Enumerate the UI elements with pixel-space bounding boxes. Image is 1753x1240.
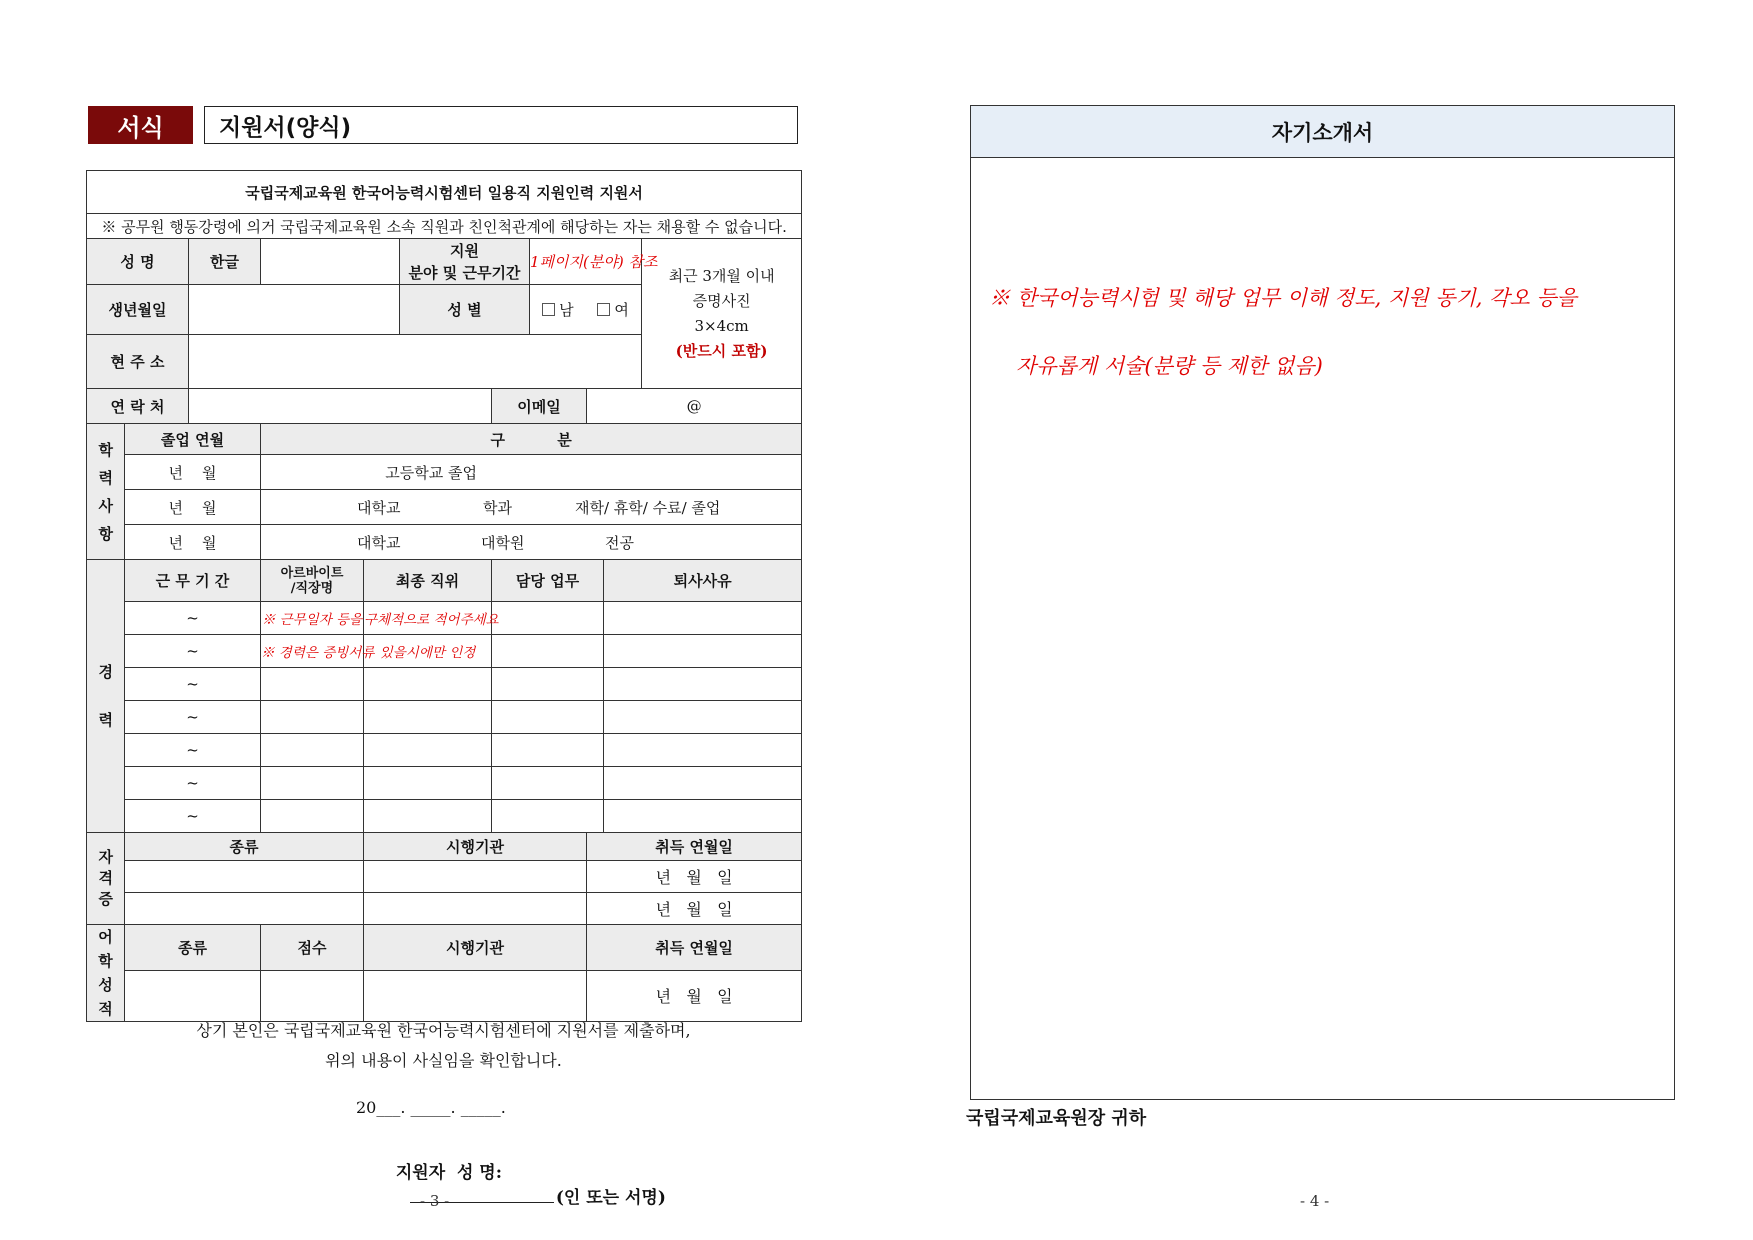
edu-date-cell[interactable]: 년 월 [125, 455, 261, 490]
table-row [87, 525, 802, 560]
form-tag: 서식 [88, 106, 193, 144]
contact-input[interactable] [189, 389, 492, 424]
career-duty-cell[interactable] [492, 668, 604, 701]
lang-date-cell[interactable]: 년 월 일 [587, 970, 802, 1021]
career-duty-cell[interactable] [492, 602, 604, 635]
career-position-cell[interactable] [364, 767, 492, 800]
date-line[interactable]: 20___. _____. _____. [356, 1098, 506, 1117]
addressee: 국립국제교육원장 귀하 [966, 1108, 1147, 1129]
career-company-cell[interactable] [261, 668, 364, 701]
form-tag-title: 지원서(양식) [204, 106, 798, 144]
table-row [87, 490, 802, 525]
gender-female-checkbox[interactable]: 여 [597, 301, 629, 319]
cert-date-cell[interactable]: 년 월 일 [587, 861, 802, 893]
address-input[interactable] [189, 335, 642, 389]
apply-field-value: 1페이지(분야) 참조 [530, 239, 642, 285]
lang-type-header: 종류 [125, 925, 261, 971]
career-reason-cell[interactable] [604, 800, 802, 833]
career-period-header: 근 무 기 간 [125, 560, 261, 602]
cert-type-cell[interactable] [125, 861, 364, 893]
career-section-label: 경 력 [87, 560, 125, 833]
table-row [87, 635, 802, 668]
career-note-cell: ※ 근무일자 등을 [261, 602, 364, 635]
signature-label: 지원자 성 명: [395, 1163, 502, 1183]
table-row [87, 455, 802, 490]
career-position-header: 최종 직위 [364, 560, 492, 602]
gender-male-checkbox[interactable]: 남 [542, 301, 574, 319]
table-row [87, 861, 802, 893]
self-introduction-box [970, 105, 1675, 1100]
hangul-label: 한글 [189, 239, 261, 285]
table-row [87, 970, 802, 1021]
career-period-cell[interactable]: ~ [125, 767, 261, 800]
address-label: 현 주 소 [87, 335, 189, 389]
cert-org-cell[interactable] [364, 893, 587, 925]
page-number-right: - 4 - [1300, 1192, 1330, 1210]
career-period-cell[interactable]: ~ [125, 602, 261, 635]
career-period-cell[interactable]: ~ [125, 734, 261, 767]
cert-section-label: 자 격 증 [87, 833, 125, 925]
career-note-cell: 구체적으로 적어주세요 [364, 602, 492, 635]
career-company-header: 아르바이트 /직장명 [261, 560, 364, 602]
self-introduction-title: 자기소개서 [971, 106, 1674, 158]
career-position-cell[interactable] [364, 668, 492, 701]
career-reason-cell[interactable] [604, 668, 802, 701]
name-label: 성 명 [87, 239, 189, 285]
table-row [87, 893, 802, 925]
table-row [87, 701, 802, 734]
career-reason-cell[interactable] [604, 602, 802, 635]
table-row [87, 668, 802, 701]
table-row [87, 734, 802, 767]
apply-field-label: 지원 분야 및 근무기간 [400, 239, 530, 285]
career-note-cell: ※ 경력은 증빙서류 [261, 635, 364, 668]
cert-date-header: 취득 연월일 [587, 833, 802, 861]
lang-score-cell[interactable] [261, 970, 364, 1021]
email-label: 이메일 [492, 389, 587, 424]
career-company-cell[interactable] [261, 701, 364, 734]
career-position-cell[interactable] [364, 800, 492, 833]
page-number-left: - 3 - [420, 1192, 450, 1210]
edu-gradschool-cell[interactable]: 대학교 대학원 전공 [261, 525, 802, 560]
cert-type-header: 종류 [125, 833, 364, 861]
career-reason-cell[interactable] [604, 767, 802, 800]
gender-label: 성 별 [400, 285, 530, 335]
table-row [87, 602, 802, 635]
edu-highschool-cell[interactable]: 고등학교 졸업 [261, 455, 802, 490]
edu-type-header: 구 분 [261, 424, 802, 455]
table-row [87, 767, 802, 800]
career-reason-cell[interactable] [604, 635, 802, 668]
application-form-table [86, 170, 802, 1022]
contact-label: 연 락 처 [87, 389, 189, 424]
career-duty-cell[interactable] [492, 701, 604, 734]
education-section-label: 학 력 사 항 [87, 424, 125, 560]
career-company-cell[interactable] [261, 734, 364, 767]
lang-type-cell[interactable] [125, 970, 261, 1021]
career-duty-header: 담당 업무 [492, 560, 604, 602]
career-reason-cell[interactable] [604, 734, 802, 767]
gender-options [530, 285, 642, 335]
lang-score-header: 점수 [261, 925, 364, 971]
cert-org-header: 시행기관 [364, 833, 587, 861]
cert-type-cell[interactable] [125, 893, 364, 925]
self-introduction-writing-area[interactable] [971, 158, 1674, 1099]
signature-suffix: (인 또는 서명) [555, 1188, 666, 1208]
career-reason-header: 퇴사사유 [604, 560, 802, 602]
edu-university-cell[interactable]: 대학교 학과 재학/ 휴학/ 수료/ 졸업 [261, 490, 802, 525]
career-duty-cell[interactable] [492, 734, 604, 767]
form-notice: ※ 공무원 행동강령에 의거 국립국제교육원 소속 직원과 친인척관계에 해당하는 자는 채용할 수 없습니다. [87, 214, 802, 239]
career-period-cell[interactable]: ~ [125, 800, 261, 833]
career-duty-cell[interactable] [492, 767, 604, 800]
cert-date-cell[interactable]: 년 월 일 [587, 893, 802, 925]
career-company-cell[interactable] [261, 767, 364, 800]
self-introduction-note-2: 자유롭게 서술(분량 등 제한 없음) [1016, 354, 1323, 378]
career-reason-cell[interactable] [604, 701, 802, 734]
name-input[interactable] [261, 239, 400, 285]
table-row [87, 800, 802, 833]
edu-date-cell[interactable]: 년 월 [125, 490, 261, 525]
lang-org-header: 시행기관 [364, 925, 587, 971]
edu-date-header: 졸업 연월 [125, 424, 261, 455]
photo-box: 최근 3개월 이내 증명사진 3×4cm (반드시 포함) [642, 239, 802, 389]
declaration-line-2: 위의 내용이 사실임을 확인합니다. [325, 1051, 562, 1070]
self-introduction-note-1: ※ 한국어능력시험 및 해당 업무 이해 정도, 지원 동기, 각오 등을 [989, 286, 1577, 310]
career-period-cell[interactable]: ~ [125, 635, 261, 668]
career-company-cell[interactable] [261, 800, 364, 833]
career-period-cell[interactable]: ~ [125, 668, 261, 701]
edu-date-cell[interactable]: 년 월 [125, 525, 261, 560]
career-position-cell[interactable] [364, 701, 492, 734]
form-title: 국립국제교육원 한국어능력시험센터 일용직 지원인력 지원서 [87, 171, 802, 214]
cert-org-cell[interactable] [364, 861, 587, 893]
career-period-cell[interactable]: ~ [125, 701, 261, 734]
birth-input[interactable] [189, 285, 400, 335]
lang-org-cell[interactable] [364, 970, 587, 1021]
career-position-cell[interactable] [364, 734, 492, 767]
lang-section-label: 어학 성적 [87, 925, 125, 1022]
career-note-cell: 있을시에만 인정 [364, 635, 492, 668]
email-input[interactable]: @ [587, 389, 802, 424]
birth-label: 생년월일 [87, 285, 189, 335]
declaration-line-1: 상기 본인은 국립국제교육원 한국어능력시험센터에 지원서를 제출하며, [196, 1021, 691, 1040]
lang-date-header: 취득 연월일 [587, 925, 802, 971]
career-duty-cell[interactable] [492, 800, 604, 833]
career-duty-cell[interactable] [492, 635, 604, 668]
